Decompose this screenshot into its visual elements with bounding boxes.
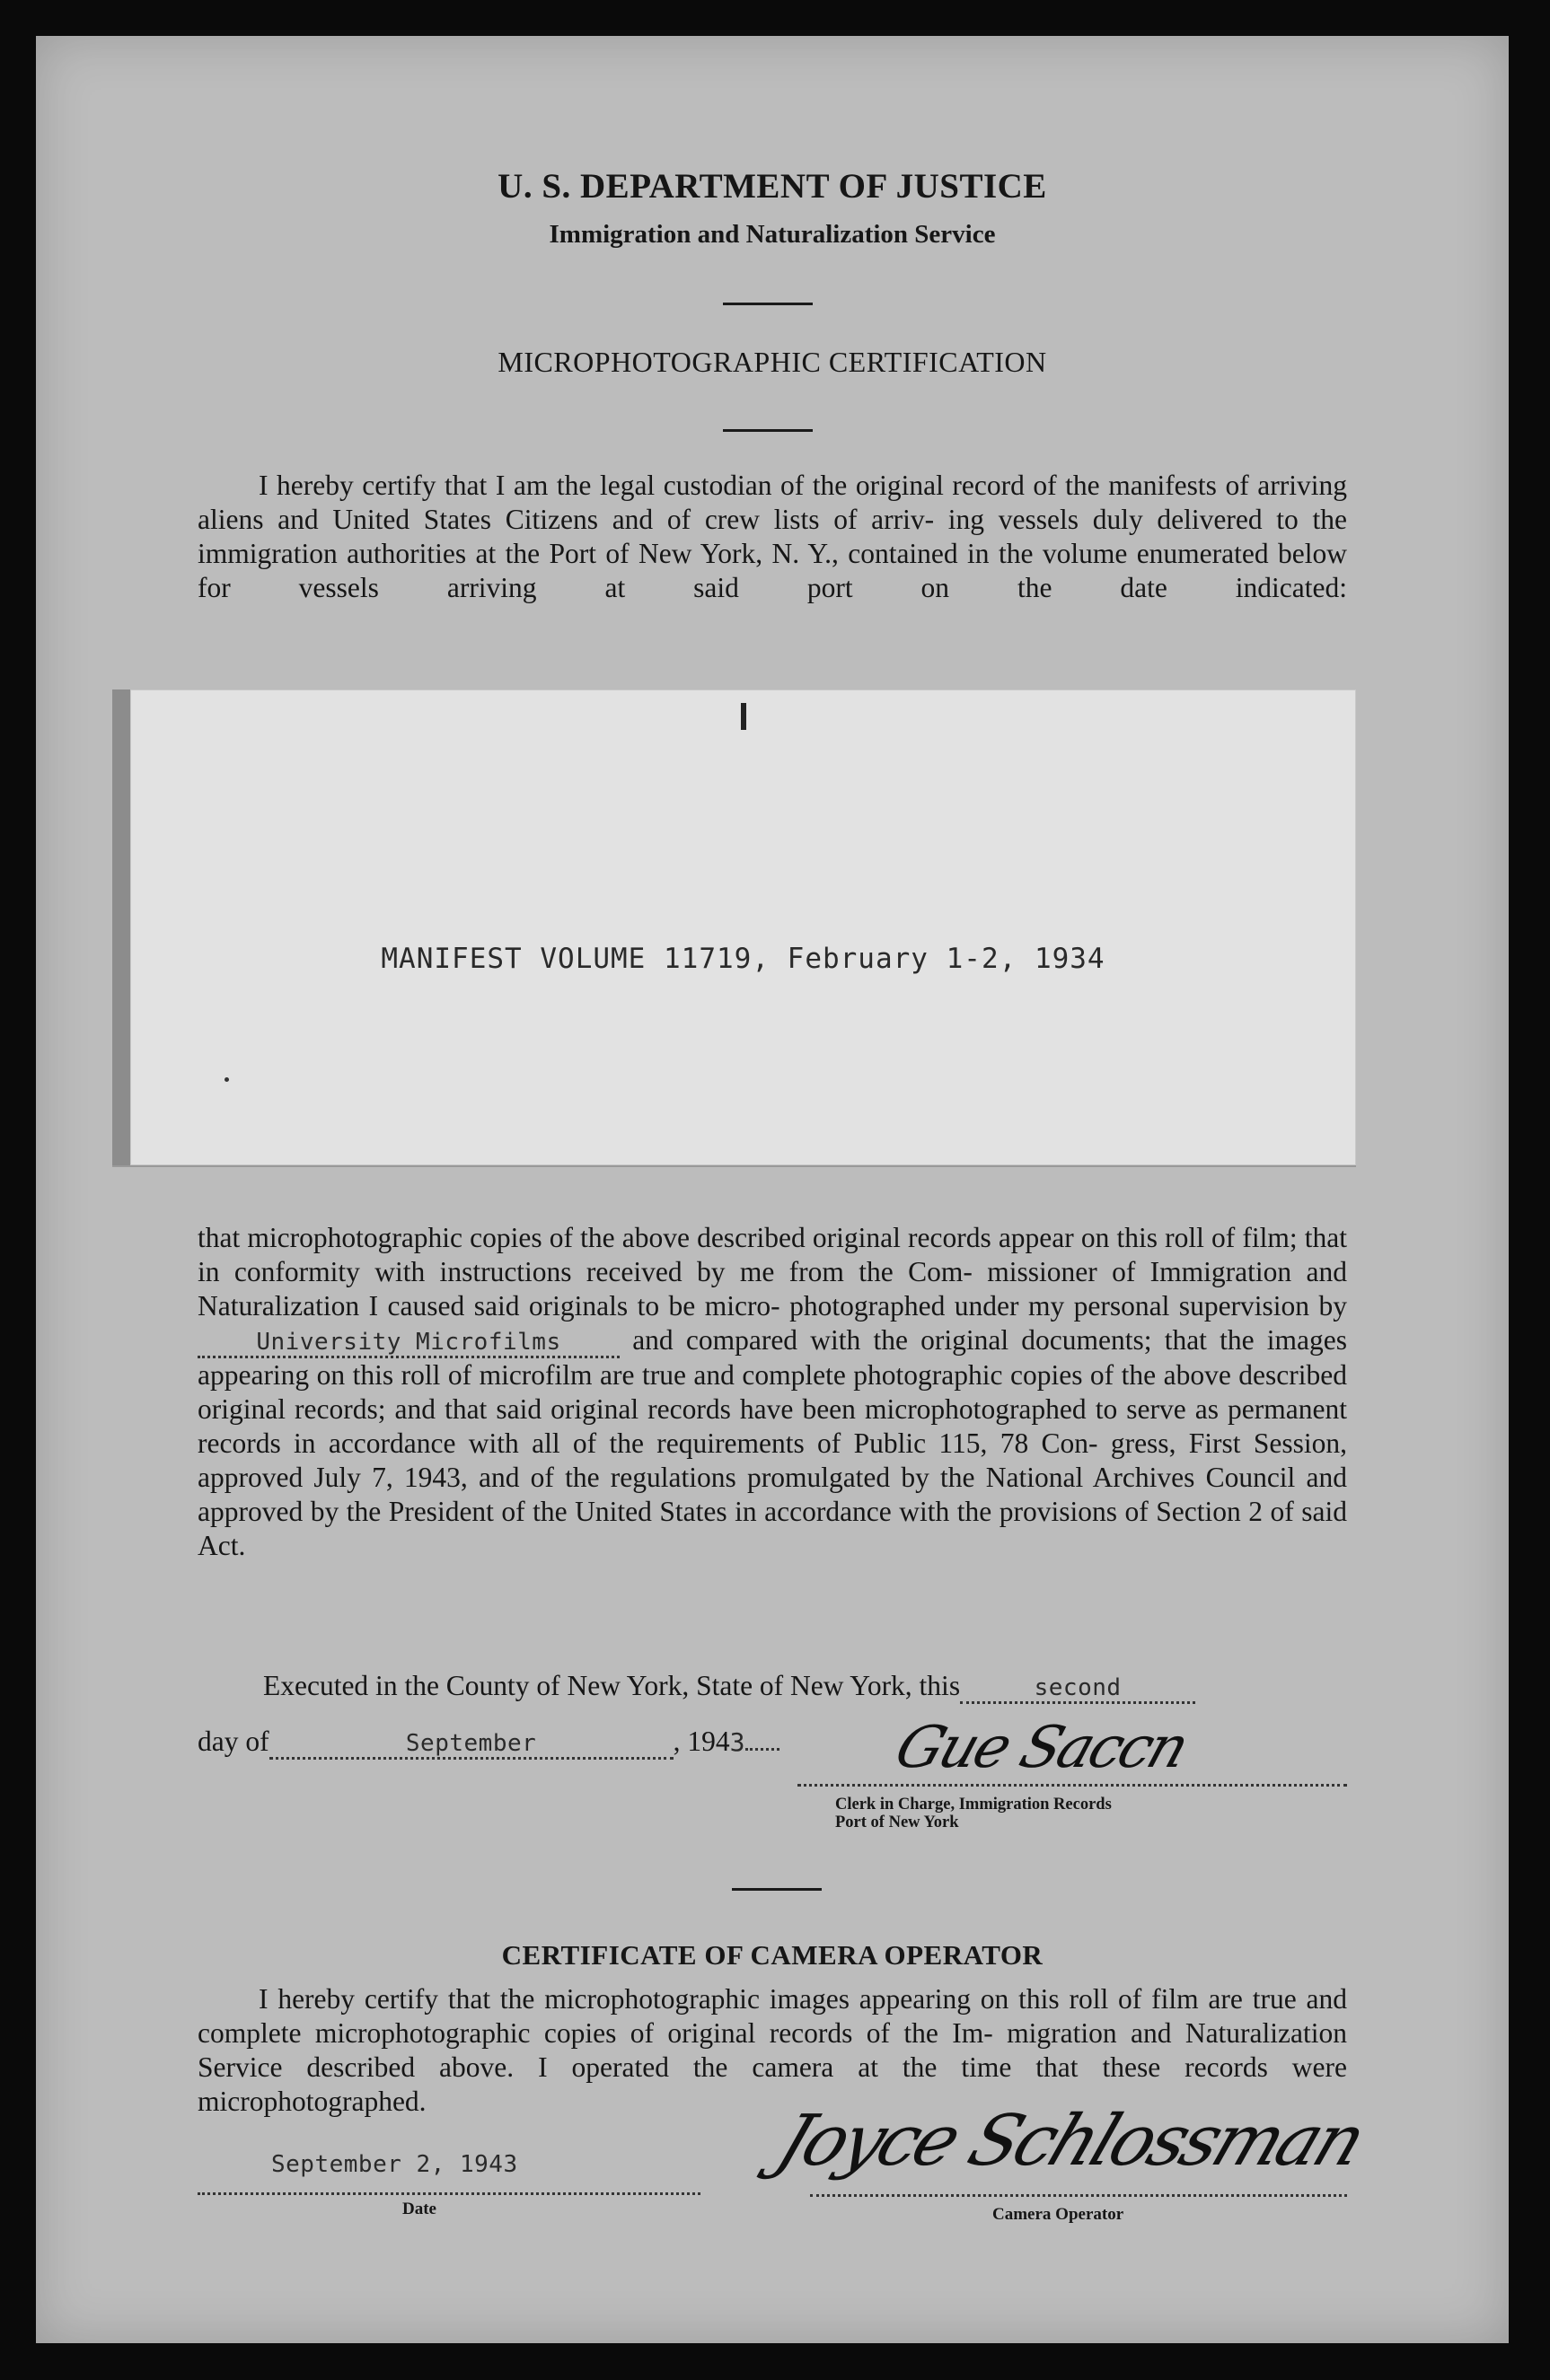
form-title: MICROPHOTOGRAPHIC CERTIFICATION [498,346,1047,378]
executed-text: Executed in the County of New York, State of New York, this [263,1670,961,1701]
operator-signature-line [810,2194,1347,2197]
volume-card [112,689,1356,1165]
volume-label: MANIFEST VOLUME 11719, February 1-2, 1934 [381,943,1105,975]
body-part1: that microphotographic copies of the above described original records appear on this roll of film; that in conformity with instructions received by me from the Com- missioner of Immigration and Naturalization I caused said originals to be micro- photographed under my personal supervision by [198,1222,1347,1322]
operator-heading: CERTIFICATE OF CAMERA OPERATOR [501,1939,1044,1971]
year-suffix: 3 [729,1727,745,1757]
date-line [198,2192,700,2195]
day-of-label: day of [198,1726,269,1757]
body-part2: and compared with the original documents; that the images appearing on this roll of microfilm are true and complete photographic copies of the above described original records; and that said original records have been microphotographed to serve as permanent records in accordance with all of the requirements of Public 115, 78 Con- gress, First Session, approved July 7, 1943, and of the regulations promulgated by the National Archives Council and approved by the President of the United States in accordance with the provisions of Section 2 of said Act. [198,1324,1348,1561]
month-field [269,1728,674,1760]
clerk-title: Clerk in Charge, Immigration Records [835,1796,1112,1814]
intro-paragraph: I hereby certify that I am the legal custodian of the original record of the manifests of arriving aliens and United States Citizens and of crew lists of arriv- ing vessels duly delivered to the immigration authorities at the Port of New York, N. Y., contained in the volume enumerated below for vessels arriving at said port on the date indicated: [198,470,1347,603]
date-label: Date [402,2200,436,2218]
certification-body [198,1221,1347,1597]
clerk-location: Port of New York [835,1814,959,1831]
date-value: September 2, 1943 [271,2151,518,2178]
month-value: September [405,1730,537,1757]
microfilmer-field [198,1327,620,1358]
card-tab-mark [741,703,746,730]
clerk-signature-line [797,1784,1347,1787]
day-value: second [1034,1674,1122,1701]
divider [723,303,813,305]
divider [723,429,813,432]
microfilmer-value: University Microfilms [256,1329,561,1356]
operator-label: Camera Operator [992,2205,1124,2224]
service-subheading: Immigration and Naturalization Service [549,220,996,249]
year-prefix: , 194 [673,1726,730,1757]
clerk-signature: Gue Saccn [886,1715,1195,1781]
day-of-line [198,1726,779,1760]
department-heading: U. S. DEPARTMENT OF JUSTICE [498,167,1047,206]
divider [732,1888,822,1891]
executed-line [263,1670,1195,1704]
certificate-sheet [36,36,1509,2343]
year-dots [745,1748,779,1751]
card-speck [225,1077,229,1082]
operator-signature: Joyce Schlossman [766,2101,1374,2182]
clerk-caption [835,1796,1112,1831]
operator-statement: I hereby certify that the microphotographic images appearing on this roll of film are true and complete microphotographic copies of original records of the Im- migration and Naturalization Service described above. I operated the camera at the time that these records were microphotographed. [198,1983,1347,2117]
day-field [960,1673,1195,1704]
